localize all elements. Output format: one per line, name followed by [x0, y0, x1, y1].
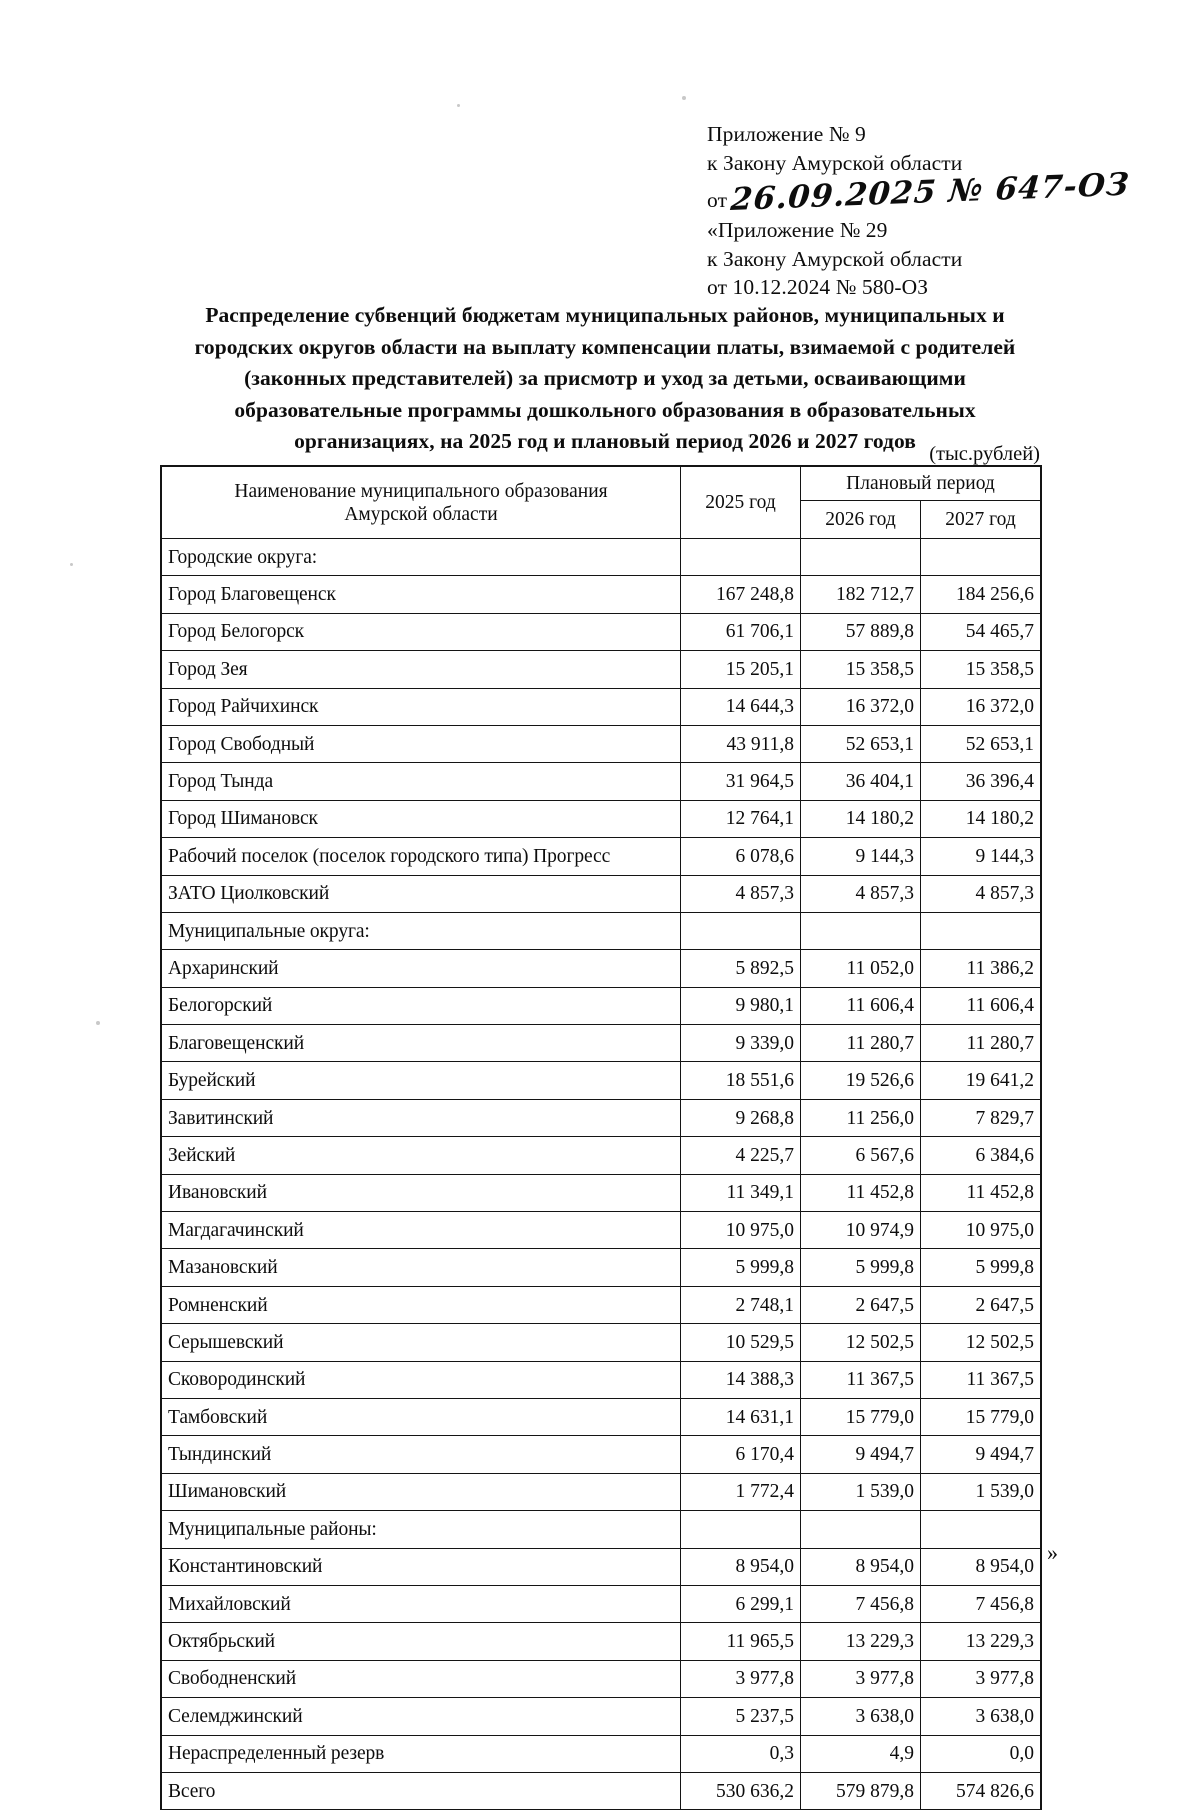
table-row — [162, 1137, 1041, 1174]
value-2025-cell: 10 975,0 — [681, 1212, 801, 1249]
value-2026-cell: 13 229,3 — [801, 1623, 921, 1660]
municipality-name-cell: Магдагачинский — [162, 1212, 681, 1249]
value-2027-cell: 52 653,1 — [921, 725, 1041, 762]
value-2027-cell — [921, 912, 1041, 949]
value-2027-cell: 11 280,7 — [921, 1025, 1041, 1062]
value-2027-cell: 8 954,0 — [921, 1548, 1041, 1585]
value-2025-cell: 31 964,5 — [681, 763, 801, 800]
value-2026-cell: 11 452,8 — [801, 1174, 921, 1211]
table-row — [162, 688, 1041, 725]
municipality-name-cell: Октябрьский — [162, 1623, 681, 1660]
value-2025-cell: 6 078,6 — [681, 838, 801, 875]
table-row — [162, 1623, 1041, 1660]
value-2027-cell: 1 539,0 — [921, 1473, 1041, 1510]
value-2025-cell: 4 857,3 — [681, 875, 801, 912]
value-2026-cell — [801, 539, 921, 576]
table-row — [162, 651, 1041, 688]
title-line-1: Распределение субвенций бюджетам муниципальных районов, муниципальных и — [205, 303, 1005, 327]
table-header-row-1 — [162, 467, 1041, 501]
value-2025-cell: 2 748,1 — [681, 1286, 801, 1323]
value-2025-cell: 9 268,8 — [681, 1099, 801, 1136]
value-2026-cell: 6 567,6 — [801, 1137, 921, 1174]
appendix-law-line: к Закону Амурской области — [707, 150, 963, 175]
column-header-plan-period: Плановый период — [801, 467, 1041, 501]
date-prefix-label: от — [707, 188, 728, 213]
municipality-name-cell: Тамбовский — [162, 1398, 681, 1435]
value-2025-cell: 6 170,4 — [681, 1436, 801, 1473]
value-2025-cell — [681, 912, 801, 949]
value-2025-cell: 18 551,6 — [681, 1062, 801, 1099]
table-row — [162, 1025, 1041, 1062]
value-2025-cell: 0,3 — [681, 1735, 801, 1772]
municipality-name-cell: Сковородинский — [162, 1361, 681, 1398]
appendix-reference-block — [707, 120, 1132, 219]
municipality-name-cell: Свободненский — [162, 1660, 681, 1697]
section-heading-cell: Муниципальные округа: — [162, 912, 681, 949]
table-row — [162, 838, 1041, 875]
municipality-name-cell: Город Благовещенск — [162, 576, 681, 613]
page-title — [160, 300, 1050, 458]
value-2027-cell: 3 638,0 — [921, 1698, 1041, 1735]
table-row — [162, 1585, 1041, 1622]
value-2026-cell — [801, 1511, 921, 1548]
quoted-appendix-law-line: к Закону Амурской области — [707, 246, 963, 271]
value-2027-cell: 19 641,2 — [921, 1062, 1041, 1099]
value-2025-cell: 14 631,1 — [681, 1398, 801, 1435]
value-2026-cell: 3 977,8 — [801, 1660, 921, 1697]
total-label-cell: Всего — [162, 1772, 681, 1809]
municipality-name-cell: Нераспределенный резерв — [162, 1735, 681, 1772]
value-2025-cell: 1 772,4 — [681, 1473, 801, 1510]
table-row — [162, 1212, 1041, 1249]
value-2027-cell: 3 977,8 — [921, 1660, 1041, 1697]
title-line-2: городских округов области на выплату компенсации платы, взимаемой с родителей — [194, 334, 1016, 359]
subvention-distribution-table — [161, 466, 1041, 1810]
value-2027-cell: 10 975,0 — [921, 1212, 1041, 1249]
value-2027-cell: 5 999,8 — [921, 1249, 1041, 1286]
value-2026-cell: 11 052,0 — [801, 950, 921, 987]
value-2027-cell: 36 396,4 — [921, 763, 1041, 800]
handwritten-date-number: 26.09.2025 № 647-ОЗ — [729, 166, 1132, 219]
table-row — [162, 1436, 1041, 1473]
value-2026-cell: 11 256,0 — [801, 1099, 921, 1136]
value-2025-cell: 11 349,1 — [681, 1174, 801, 1211]
value-2025-cell — [681, 539, 801, 576]
municipality-name-cell: Мазановский — [162, 1249, 681, 1286]
table-row — [162, 1324, 1041, 1361]
table-row — [162, 725, 1041, 762]
value-2026-cell: 19 526,6 — [801, 1062, 921, 1099]
table-row — [162, 763, 1041, 800]
value-2026-cell: 11 367,5 — [801, 1361, 921, 1398]
value-2027-cell: 15 358,5 — [921, 651, 1041, 688]
table-row — [162, 1548, 1041, 1585]
value-2026-cell: 52 653,1 — [801, 725, 921, 762]
municipality-name-cell: Город Зея — [162, 651, 681, 688]
value-2026-cell: 3 638,0 — [801, 1698, 921, 1735]
value-2026-cell: 15 779,0 — [801, 1398, 921, 1435]
table-row — [162, 1511, 1041, 1548]
table-row — [162, 1174, 1041, 1211]
table-row — [162, 800, 1041, 837]
value-2026-cell: 10 974,9 — [801, 1212, 921, 1249]
value-2027-cell: 13 229,3 — [921, 1623, 1041, 1660]
value-2026-cell: 7 456,8 — [801, 1585, 921, 1622]
municipality-name-cell: ЗАТО Циолковский — [162, 875, 681, 912]
municipality-name-cell: Шимановский — [162, 1473, 681, 1510]
value-2025-cell: 15 205,1 — [681, 651, 801, 688]
value-2027-cell: 12 502,5 — [921, 1324, 1041, 1361]
value-2027-cell: 11 452,8 — [921, 1174, 1041, 1211]
value-2026-cell: 4,9 — [801, 1735, 921, 1772]
title-line-4: образовательные программы дошкольного образования в образовательных — [234, 397, 976, 422]
value-2027-cell: 7 456,8 — [921, 1585, 1041, 1622]
appendix-date-line — [707, 166, 1132, 219]
table-body — [162, 539, 1041, 1810]
value-2027-cell — [921, 1511, 1041, 1548]
value-2026-cell: 36 404,1 — [801, 763, 921, 800]
value-2027-cell — [921, 539, 1041, 576]
scan-speck — [96, 1021, 100, 1025]
value-2025-cell: 5 999,8 — [681, 1249, 801, 1286]
value-2026-cell: 12 502,5 — [801, 1324, 921, 1361]
value-2027-cell: 9 494,7 — [921, 1436, 1041, 1473]
table-row — [162, 1286, 1041, 1323]
table-row — [162, 1473, 1041, 1510]
value-2027-cell: 574 826,6 — [921, 1772, 1041, 1809]
municipality-name-cell: Город Тында — [162, 763, 681, 800]
table-row — [162, 1698, 1041, 1735]
units-caption: (тыс.рублей) — [929, 443, 1040, 465]
scan-speck — [682, 96, 686, 100]
municipality-name-cell: Тындинский — [162, 1436, 681, 1473]
value-2026-cell: 57 889,8 — [801, 613, 921, 650]
value-2025-cell — [681, 1511, 801, 1548]
value-2025-cell: 6 299,1 — [681, 1585, 801, 1622]
municipality-name-cell: Архаринский — [162, 950, 681, 987]
quoted-appendix-date-line: от 10.12.2024 № 580-ОЗ — [707, 275, 929, 300]
municipality-name-cell: Благовещенский — [162, 1025, 681, 1062]
value-2026-cell: 579 879,8 — [801, 1772, 921, 1809]
value-2026-cell — [801, 912, 921, 949]
value-2026-cell: 8 954,0 — [801, 1548, 921, 1585]
column-header-municipality-line1: Наименование муниципального образования — [234, 480, 608, 502]
table-row — [162, 1660, 1041, 1697]
value-2025-cell: 4 225,7 — [681, 1137, 801, 1174]
value-2027-cell: 54 465,7 — [921, 613, 1041, 650]
value-2027-cell: 6 384,6 — [921, 1137, 1041, 1174]
value-2025-cell: 3 977,8 — [681, 1660, 801, 1697]
table-row — [162, 1099, 1041, 1136]
table-row — [162, 1062, 1041, 1099]
title-line-3: (законных представителей) за присмотр и уход за детьми, осваивающими — [244, 366, 966, 391]
value-2026-cell: 11 606,4 — [801, 987, 921, 1024]
table-row — [162, 875, 1041, 912]
value-2026-cell: 11 280,7 — [801, 1025, 921, 1062]
municipality-name-cell: Ромненский — [162, 1286, 681, 1323]
scan-speck — [457, 104, 460, 107]
table-row — [162, 1249, 1041, 1286]
municipality-name-cell: Константиновский — [162, 1548, 681, 1585]
value-2027-cell: 0,0 — [921, 1735, 1041, 1772]
value-2027-cell: 9 144,3 — [921, 838, 1041, 875]
value-2026-cell: 15 358,5 — [801, 651, 921, 688]
value-2026-cell: 9 144,3 — [801, 838, 921, 875]
quoted-appendix-reference-block — [707, 216, 962, 302]
municipality-name-cell: Рабочий поселок (поселок городского типа) Прогресс — [162, 838, 681, 875]
value-2025-cell: 9 339,0 — [681, 1025, 801, 1062]
municipality-name-cell: Белогорский — [162, 987, 681, 1024]
value-2027-cell: 11 386,2 — [921, 950, 1041, 987]
value-2027-cell: 14 180,2 — [921, 800, 1041, 837]
value-2026-cell: 16 372,0 — [801, 688, 921, 725]
table-row — [162, 1361, 1041, 1398]
municipality-name-cell: Город Шимановск — [162, 800, 681, 837]
municipality-name-cell: Город Райчихинск — [162, 688, 681, 725]
municipality-name-cell: Серышевский — [162, 1324, 681, 1361]
value-2026-cell: 14 180,2 — [801, 800, 921, 837]
column-header-municipality — [162, 467, 681, 539]
closing-quote-mark: » — [1047, 1540, 1058, 1565]
municipality-name-cell: Ивановский — [162, 1174, 681, 1211]
value-2027-cell: 184 256,6 — [921, 576, 1041, 613]
column-header-year-2025: 2025 год — [681, 467, 801, 539]
value-2025-cell: 167 248,8 — [681, 576, 801, 613]
section-heading-cell: Муниципальные районы: — [162, 1511, 681, 1548]
value-2025-cell: 9 980,1 — [681, 987, 801, 1024]
municipality-name-cell: Зейский — [162, 1137, 681, 1174]
value-2026-cell: 1 539,0 — [801, 1473, 921, 1510]
column-header-year-2026: 2026 год — [801, 501, 921, 539]
section-heading-cell: Городские округа: — [162, 539, 681, 576]
table-row — [162, 912, 1041, 949]
scan-speck — [70, 563, 73, 566]
value-2026-cell: 9 494,7 — [801, 1436, 921, 1473]
appendix-number-line: Приложение № 9 — [707, 122, 866, 146]
value-2025-cell: 530 636,2 — [681, 1772, 801, 1809]
value-2025-cell: 43 911,8 — [681, 725, 801, 762]
value-2025-cell: 14 644,3 — [681, 688, 801, 725]
table-row — [162, 950, 1041, 987]
table-row — [162, 1772, 1041, 1809]
municipality-name-cell: Город Белогорск — [162, 613, 681, 650]
municipality-name-cell: Михайловский — [162, 1585, 681, 1622]
value-2027-cell: 4 857,3 — [921, 875, 1041, 912]
municipality-name-cell: Город Свободный — [162, 725, 681, 762]
value-2026-cell: 4 857,3 — [801, 875, 921, 912]
value-2027-cell: 16 372,0 — [921, 688, 1041, 725]
value-2026-cell: 182 712,7 — [801, 576, 921, 613]
value-2025-cell: 5 237,5 — [681, 1698, 801, 1735]
municipality-name-cell: Завитинский — [162, 1099, 681, 1136]
column-header-municipality-line2: Амурской области — [344, 503, 498, 525]
table-row — [162, 987, 1041, 1024]
value-2027-cell: 2 647,5 — [921, 1286, 1041, 1323]
table-header — [162, 467, 1041, 539]
value-2026-cell: 5 999,8 — [801, 1249, 921, 1286]
value-2025-cell: 12 764,1 — [681, 800, 801, 837]
value-2025-cell: 5 892,5 — [681, 950, 801, 987]
value-2025-cell: 10 529,5 — [681, 1324, 801, 1361]
value-2025-cell: 61 706,1 — [681, 613, 801, 650]
table-row — [162, 1735, 1041, 1772]
value-2025-cell: 8 954,0 — [681, 1548, 801, 1585]
value-2025-cell: 11 965,5 — [681, 1623, 801, 1660]
column-header-year-2027: 2027 год — [921, 501, 1041, 539]
table-row — [162, 1398, 1041, 1435]
municipality-name-cell: Бурейский — [162, 1062, 681, 1099]
value-2026-cell: 2 647,5 — [801, 1286, 921, 1323]
value-2027-cell: 11 606,4 — [921, 987, 1041, 1024]
value-2027-cell: 15 779,0 — [921, 1398, 1041, 1435]
value-2027-cell: 11 367,5 — [921, 1361, 1041, 1398]
value-2027-cell: 7 829,7 — [921, 1099, 1041, 1136]
table-row — [162, 576, 1041, 613]
table-row — [162, 539, 1041, 576]
title-line-5: организациях, на 2025 год и плановый период 2026 и 2027 годов — [294, 429, 916, 454]
municipality-name-cell: Селемджинский — [162, 1698, 681, 1735]
value-2025-cell: 14 388,3 — [681, 1361, 801, 1398]
table-row — [162, 613, 1041, 650]
quoted-appendix-number-line: «Приложение № 29 — [707, 218, 888, 242]
